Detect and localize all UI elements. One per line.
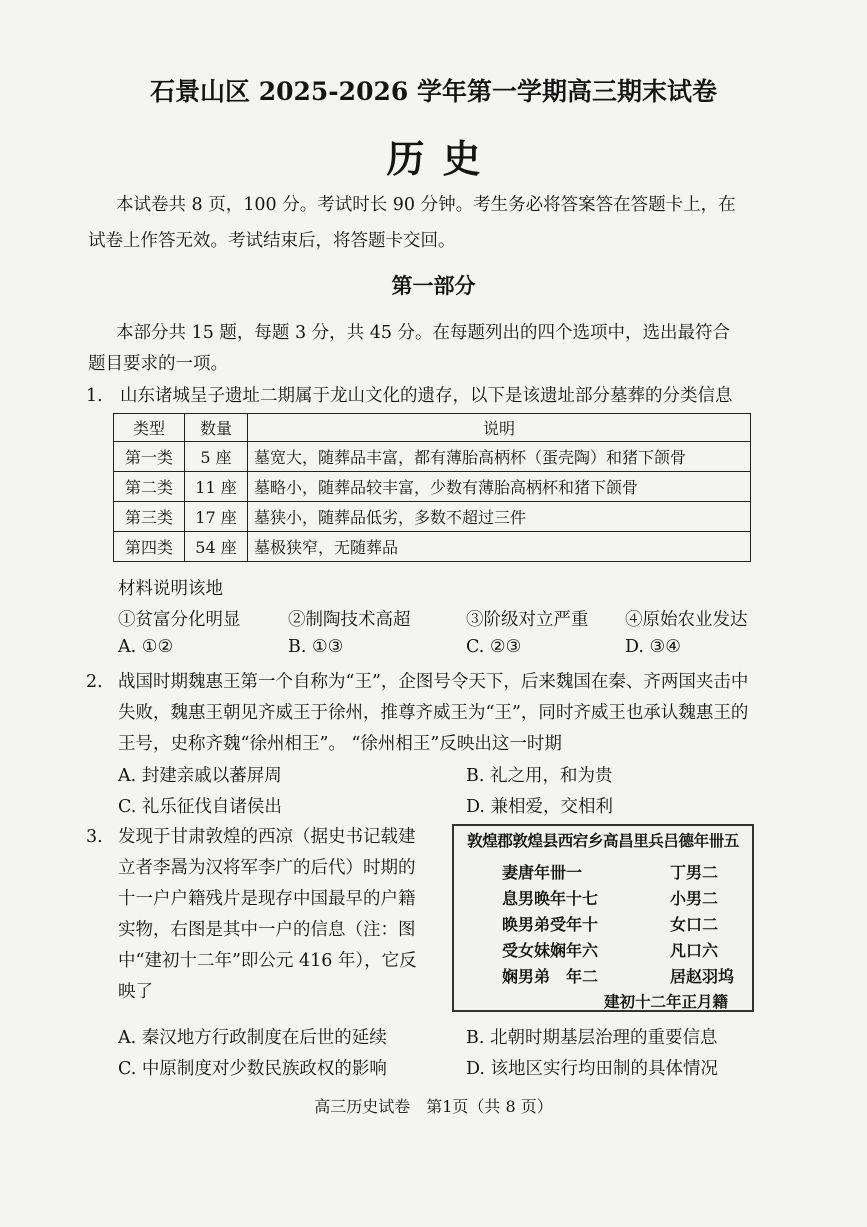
q2-option-a[interactable]: A. 封建亲戚以蕃屏周 — [118, 766, 282, 786]
q1-option-b[interactable]: B. ①③ — [288, 637, 344, 657]
q2-line-2: 失败，魏惠王朝见齐威王于徐州，推尊齐威王为“王”，同时齐威王也承认魏惠王的 — [118, 703, 749, 723]
table-cell: 17 座 — [185, 502, 248, 532]
q2-line-1: 战国时期魏惠王第一个自称为“王”，企图号令天下，后来魏国在秦、齐两国夹击中 — [118, 672, 749, 692]
q1-option-d[interactable]: D. ③④ — [625, 637, 681, 657]
table-cell: 第四类 — [114, 532, 185, 562]
register-right-entry: 小男二 — [670, 889, 719, 908]
table-header-row — [114, 414, 751, 442]
table-cell: 墓极狭窄，无随葬品 — [248, 532, 751, 562]
table-cell: 墓略小，随葬品较丰富，少数有薄胎高柄杯和猪下颌骨 — [248, 472, 751, 502]
table-row — [114, 532, 751, 562]
q3-option-d[interactable]: D. 该地区实行均田制的具体情况 — [466, 1059, 719, 1079]
q1-item-3: ③阶级对立严重 — [466, 610, 589, 630]
q1-number: 1. — [86, 386, 103, 406]
table-cell: 第二类 — [114, 472, 185, 502]
q1-item-4: ④原始农业发达 — [625, 610, 748, 630]
q1-option-c[interactable]: C. ②③ — [466, 637, 522, 657]
q1-option-a[interactable]: A. ①② — [118, 637, 174, 657]
table-row — [114, 472, 751, 502]
register-right-entry: 丁男二 — [670, 863, 719, 882]
part-intro-line-2: 题目要求的一项。 — [88, 354, 228, 374]
table-row — [114, 502, 751, 532]
table-cell: 第三类 — [114, 502, 185, 532]
table-cell: 54 座 — [185, 532, 248, 562]
q2-option-d[interactable]: D. 兼相爱，交相利 — [466, 797, 614, 817]
exam-title: 石景山区 2025-2026 学年第一学期高三期末试卷 — [150, 77, 717, 106]
q3-option-b[interactable]: B. 北朝时期基层治理的重要信息 — [466, 1028, 718, 1048]
q2-number: 2. — [86, 672, 103, 692]
q3-number: 3. — [86, 827, 103, 847]
register-right-entry: 居赵羽坞 — [670, 967, 735, 986]
q3-stem-line: 映了 — [118, 982, 153, 1002]
q1-follow: 材料说明该地 — [118, 579, 223, 599]
page-footer: 高三历史试卷 第1页（共 8 页） — [314, 1097, 553, 1116]
table-row — [114, 442, 751, 472]
register-left-entry: 㬇男弟受年十 — [502, 915, 599, 934]
register-left-entry: 娴男弟 年二 — [502, 967, 599, 986]
subject-title: 历史 — [386, 136, 499, 181]
table-header: 数量 — [185, 414, 248, 442]
instructions-line-2: 试卷上作答无效。考试结束后，将答题卡交回。 — [88, 231, 456, 251]
table-header: 说明 — [248, 414, 751, 442]
register-left-entry: 受女妹娴年六 — [502, 941, 599, 960]
q3-stem-line: 十一户户籍残片是现存中国最早的户籍 — [118, 889, 416, 909]
table-cell: 5 座 — [185, 442, 248, 472]
register-right-entry: 女口二 — [670, 915, 719, 934]
table-cell: 墓狭小，随葬品低劣，多数不超过三件 — [248, 502, 751, 532]
q1-burial-table — [113, 413, 751, 562]
table-cell: 11 座 — [185, 472, 248, 502]
q2-option-c[interactable]: C. 礼乐征伐自诸侯出 — [118, 797, 282, 817]
part-heading: 第一部分 — [391, 273, 476, 298]
q3-stem-line: 立者李暠为汉将军李广的后代）时期的 — [118, 858, 416, 878]
table-cell: 第一类 — [114, 442, 185, 472]
part-intro-line-1: 本部分共 15 题，每题 3 分，共 45 分。在每题列出的四个选项中，选出最符合 — [116, 323, 731, 343]
q1-item-1: ①贫富分化明显 — [118, 610, 241, 630]
table-header: 类型 — [114, 414, 185, 442]
register-header: 敦煌郡敦煌县西宕乡高昌里兵吕德年卌五 — [467, 831, 739, 850]
q3-stem-line: 实物，右图是其中一户的信息（注：图 — [118, 920, 416, 940]
q3-stem-line: 发现于甘肃敦煌的西凉（据史书记载建 — [118, 827, 416, 847]
register-right-entry: 凡口六 — [670, 941, 719, 960]
q2-line-3: 王号，史称齐魏“徐州相王”。 “徐州相王”反映出这一时期 — [118, 734, 562, 754]
register-left-entry: 息男㬇年十七 — [502, 889, 599, 908]
register-left-entry: 妻唐年卌一 — [502, 863, 583, 882]
q3-option-a[interactable]: A. 秦汉地方行政制度在后世的延续 — [118, 1028, 387, 1048]
table-cell: 墓宽大，随葬品丰富，都有薄胎高柄杯（蛋壳陶）和猪下颌骨 — [248, 442, 751, 472]
q2-option-b[interactable]: B. 礼之用，和为贵 — [466, 766, 613, 786]
household-register-image — [452, 824, 754, 1012]
q3-option-c[interactable]: C. 中原制度对少数民族政权的影响 — [118, 1059, 387, 1079]
q1-item-2: ②制陶技术高超 — [288, 610, 411, 630]
register-footer: 建初十二年正月籍 — [604, 992, 729, 1011]
instructions-line-1: 本试卷共 8 页，100 分。考试时长 90 分钟。考生务必将答案答在答题卡上，在 — [116, 195, 736, 215]
q1-stem: 山东诸城呈子遗址二期属于龙山文化的遗存，以下是该遗址部分墓葬的分类信息 — [120, 386, 733, 406]
q3-stem-line: 中“建初十二年”即公元 416 年），它反 — [118, 951, 417, 971]
